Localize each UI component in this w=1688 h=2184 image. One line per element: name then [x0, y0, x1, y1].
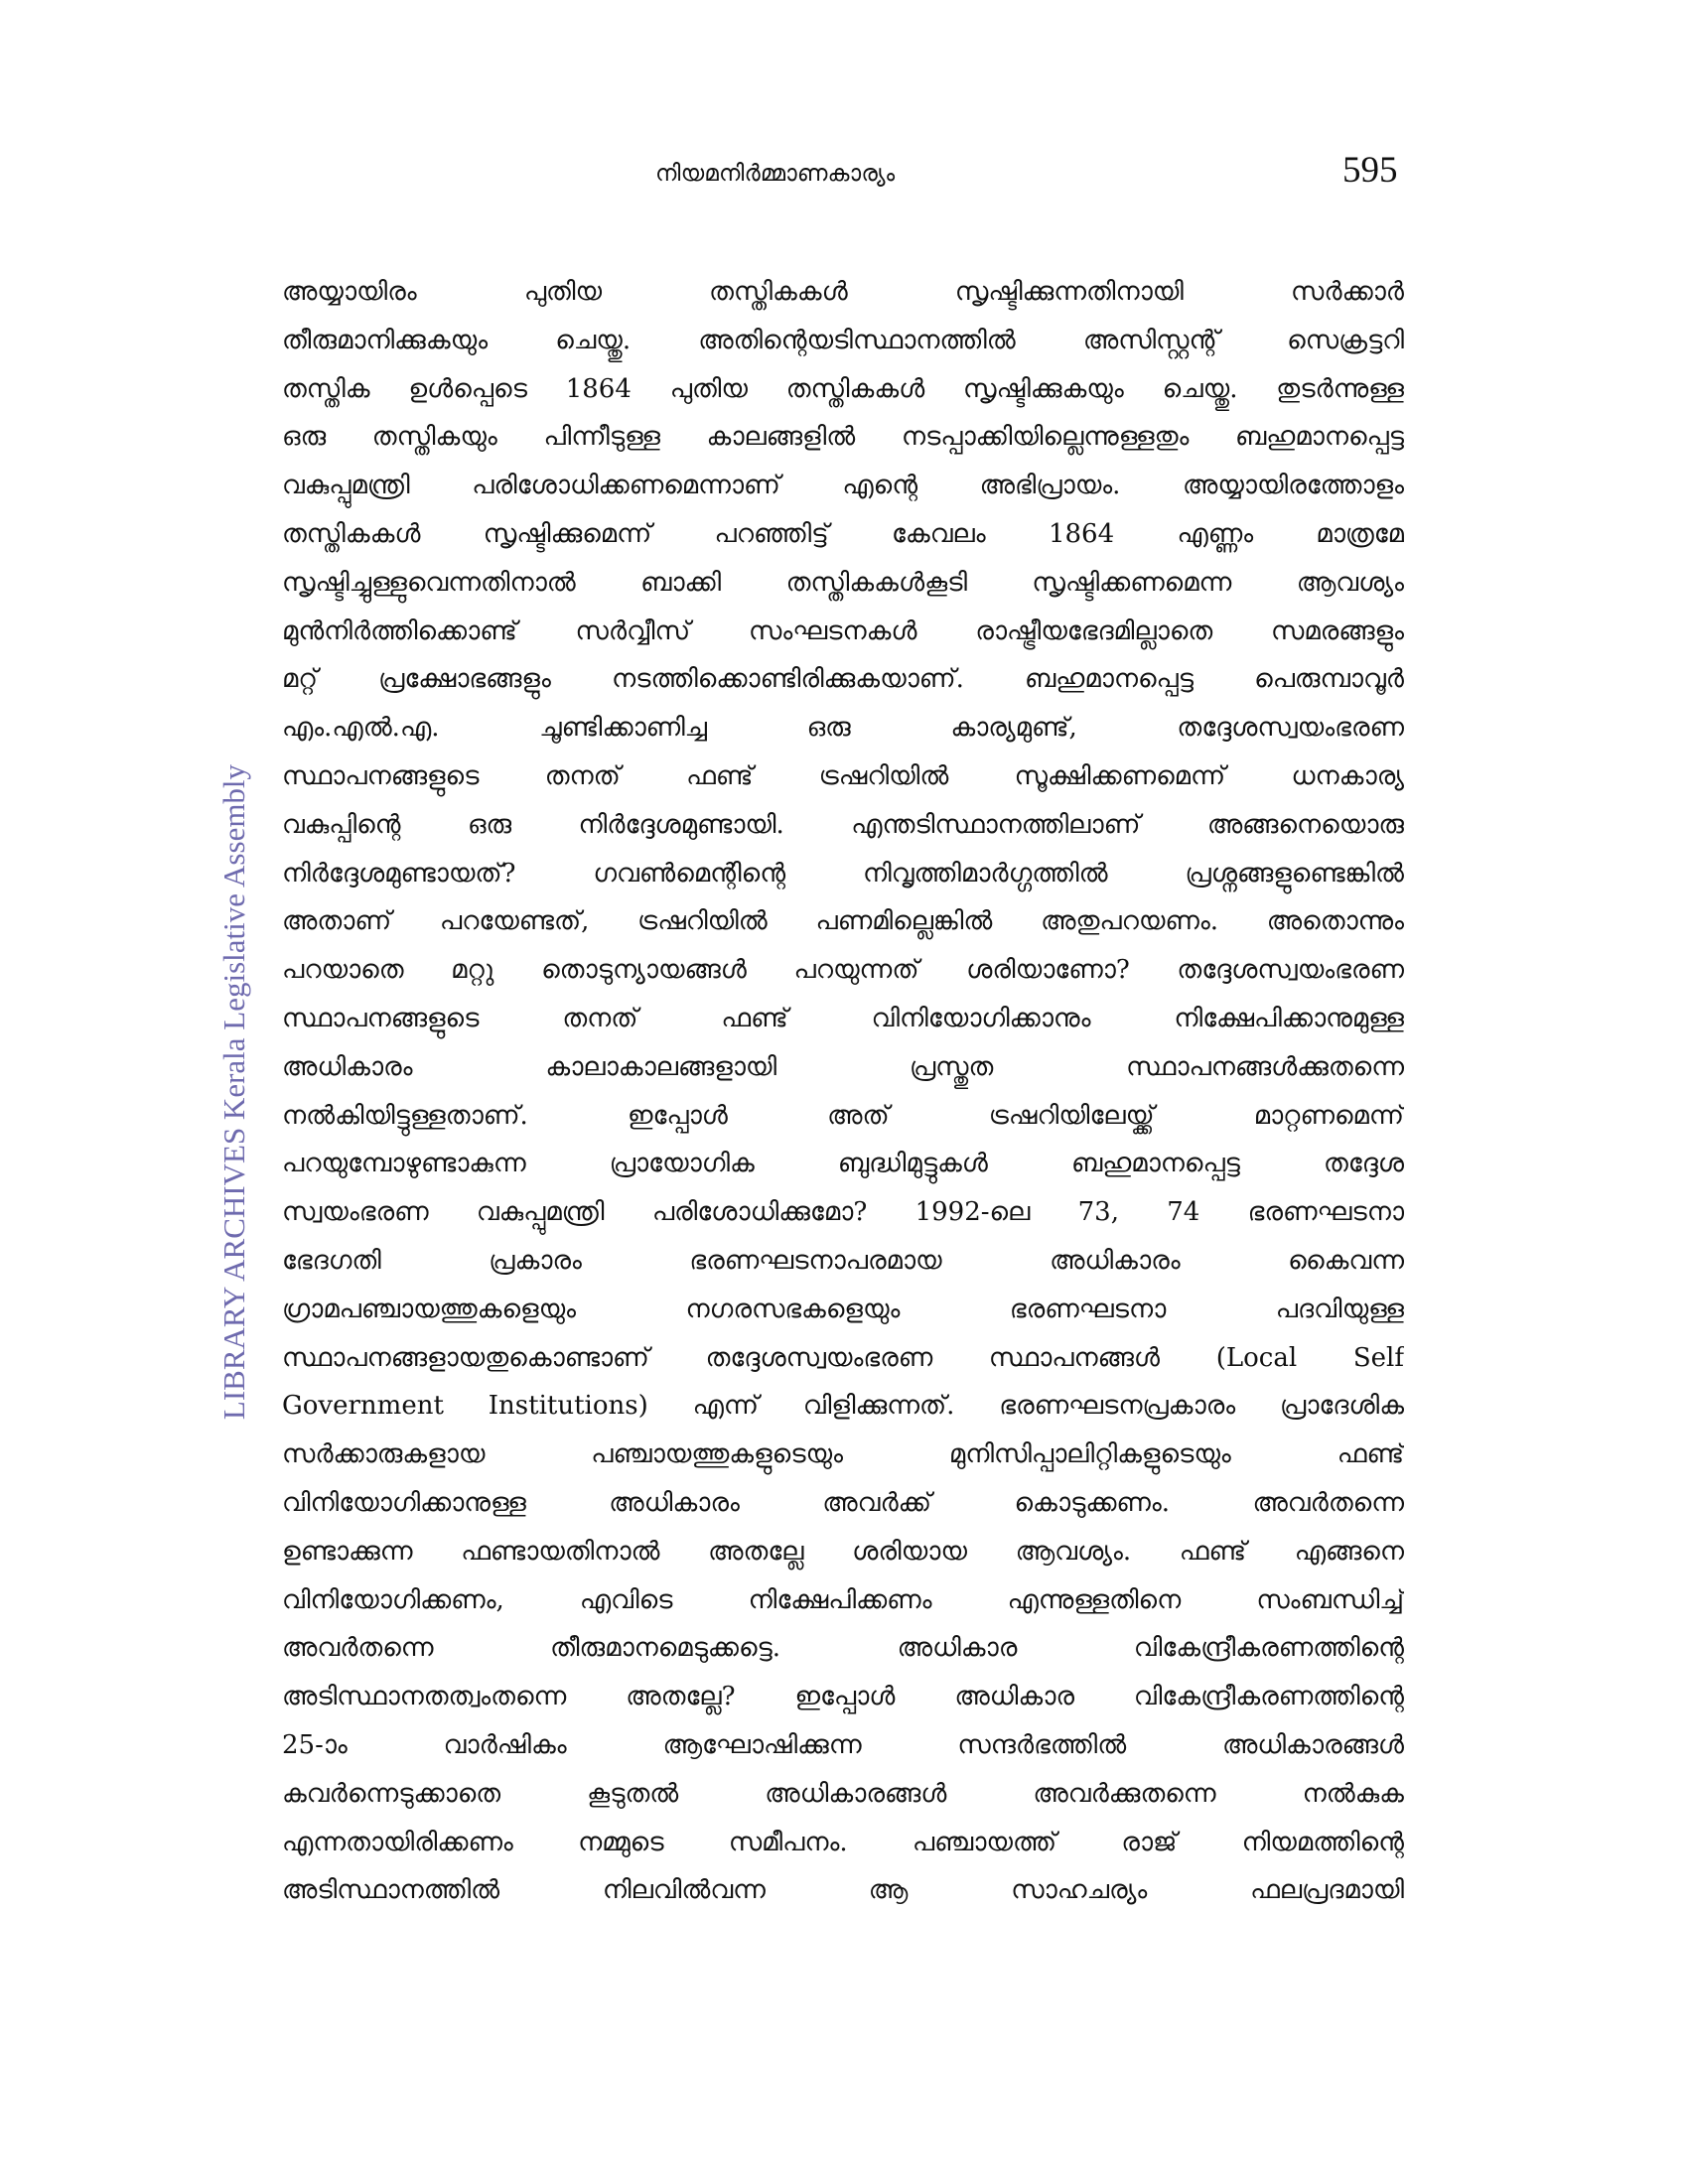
body-text	[282, 268, 1404, 1915]
text-line: ഗ്രാമപഞ്ചായത്തുകളെയും നഗരസഭകളെയും ഭരണഘടനാ പദവിയുള്ള	[282, 1294, 1404, 1324]
text-line: അവർതന്നെ തീരുമാനമെടുക്കട്ടെ. അധികാര വികേന്ദ്രീകരണത്തിന്റെ	[282, 1633, 1404, 1664]
text-line: കവർന്നെടുക്കാതെ കൂടുതൽ അധികാരങ്ങൾ അവർക്കുതന്നെ നൽകുക	[282, 1778, 1404, 1809]
text-line: തീരുമാനിക്കുകയും ചെയ്തു. അതിന്റെയടിസ്ഥാനത്തിൽ അസിസ്റ്റന്റ് സെക്രട്ടറി	[282, 325, 1404, 355]
text-line: പറയാതെ മറ്റു തൊടുന്യായങ്ങൾ പറയുന്നത് ശരിയാണോ? തദ്ദേശസ്വയംഭരണ	[282, 955, 1404, 986]
text-line: എം.എൽ.എ. ചൂണ്ടിക്കാണിച്ച ഒരു കാര്യമുണ്ട്, തദ്ദേശസ്വയംഭരണ	[282, 713, 1404, 744]
text-line: പറയുമ്പോഴുണ്ടാകുന്ന പ്രായോഗിക ബുദ്ധിമുട്ടുകൾ ബഹുമാനപ്പെട്ട തദ്ദേശ	[282, 1149, 1404, 1179]
text-line: വിനിയോഗിക്കണം, എവിടെ നിക്ഷേപിക്കണം എന്നുള്ളതിനെ സംബന്ധിച്ച്	[282, 1584, 1404, 1615]
text-line: വകുപ്പിന്റെ ഒരു നിർദ്ദേശമുണ്ടായി. എന്തടിസ്ഥാനത്തിലാണ് അങ്ങനെയൊരു	[282, 809, 1404, 840]
text-line: Government Institutions) എന്ന് വിളിക്കുന്നത്. ഭരണഘടനപ്രകാരം പ്രാദേശിക	[282, 1391, 1404, 1422]
text-line: സ്ഥാപനങ്ങളായതുകൊണ്ടാണ് തദ്ദേശസ്വയംഭരണ സ്ഥാപനങ്ങൾ (Local Self	[282, 1342, 1404, 1373]
text-line: ഭേദഗതി പ്രകാരം ഭരണഘടനാപരമായ അധികാരം കൈവന്ന	[282, 1245, 1404, 1276]
running-title: നിയമനിർമ്മാണകാര്യം	[655, 161, 896, 187]
library-archives-stamp: LIBRARY ARCHIVES Kerala Legislative Assembly	[216, 763, 251, 1421]
page-header	[0, 149, 1688, 208]
text-line: സ്വയംഭരണ വകുപ്പുമന്ത്രി പരിശോധിക്കുമോ? 1992-ലെ 73, 74 ഭരണഘടനാ	[282, 1197, 1404, 1228]
text-line: അതാണ് പറയേണ്ടത്, ട്രഷറിയിൽ പണമില്ലെങ്കിൽ അതുപറയണം. അതൊന്നും	[282, 906, 1404, 937]
text-line: 25-ാം വാർഷികം ആഘോഷിക്കുന്ന സന്ദർഭത്തിൽ അധികാരങ്ങൾ	[282, 1729, 1404, 1760]
text-line: സ്ഥാപനങ്ങളുടെ തനത് ഫണ്ട് വിനിയോഗിക്കാനും നിക്ഷേപിക്കാനുമുള്ള	[282, 1003, 1404, 1033]
text-line: മുൻനിർത്തിക്കൊണ്ട് സർവ്വീസ് സംഘടനകൾ രാഷ്ട്രീയഭേദമില്ലാതെ സമരങ്ങളും	[282, 615, 1404, 646]
page-number: 595	[1342, 150, 1398, 191]
text-line: അധികാരം കാലാകാലങ്ങളായി പ്രസ്തുത സ്ഥാപനങ്ങൾക്കുതന്നെ	[282, 1051, 1404, 1082]
text-line: മറ്റ് പ്രക്ഷോഭങ്ങളും നടത്തിക്കൊണ്ടിരിക്കുകയാണ്. ബഹുമാനപ്പെട്ട പെരുമ്പാവൂർ	[282, 664, 1404, 695]
text-line: അടിസ്ഥാനത്തിൽ നിലവിൽവന്ന ആ സാഹചര്യം ഫലപ്രദമായി	[282, 1875, 1404, 1906]
text-line: തസ്തിക ഉൾപ്പെടെ 1864 പുതിയ തസ്തികകൾ സൃഷ്ടിക്കുകയും ചെയ്തു. തുടർന്നുള്ള	[282, 373, 1404, 404]
text-line: എന്നതായിരിക്കണം നമ്മുടെ സമീപനം. പഞ്ചായത്ത് രാജ് നിയമത്തിന്റെ	[282, 1827, 1404, 1857]
text-line: സ്ഥാപനങ്ങളുടെ തനത് ഫണ്ട് ട്രഷറിയിൽ സൂക്ഷിക്കണമെന്ന് ധനകാര്യ	[282, 760, 1404, 791]
text-line: വകുപ്പുമന്ത്രി പരിശോധിക്കണമെന്നാണ് എന്റെ അഭിപ്രായം. അയ്യായിരത്തോളം	[282, 471, 1404, 501]
text-line: തസ്തികകൾ സൃഷ്ടിക്കുമെന്ന് പറഞ്ഞിട്ട് കേവലം 1864 എണ്ണം മാത്രമേ	[282, 518, 1404, 549]
text-line: വിനിയോഗിക്കാനുള്ള അധികാരം അവർക്ക് കൊടുക്കണം. അവർതന്നെ	[282, 1487, 1404, 1518]
text-line: അടിസ്ഥാനതത്വംതന്നെ അതല്ലേ? ഇപ്പോൾ അധികാര വികേന്ദ്രീകരണത്തിന്റെ	[282, 1682, 1404, 1712]
text-line: ഉണ്ടാക്കുന്ന ഫണ്ടായതിനാൽ അതല്ലേ ശരിയായ ആവശ്യം. ഫണ്ട് എങ്ങനെ	[282, 1536, 1404, 1567]
text-line: സൃഷ്ടിച്ചുള്ളുവെന്നതിനാൽ ബാക്കി തസ്തികകൾകൂടി സൃഷ്ടിക്കണമെന്ന ആവശ്യം	[282, 567, 1404, 598]
text-line: സർക്കാരുകളായ പഞ്ചായത്തുകളുടെയും മുനിസിപ്പാലിറ്റികളുടെയും ഫണ്ട്	[282, 1439, 1404, 1470]
text-line: അയ്യായിരം പുതിയ തസ്തികകൾ സൃഷ്ടിക്കുന്നതിനായി സർക്കാർ	[282, 277, 1404, 307]
text-line: നൽകിയിട്ടുള്ളതാണ്. ഇപ്പോൾ അത് ട്രഷറിയിലേയ്ക്ക് മാറ്റണമെന്ന്	[282, 1100, 1404, 1131]
text-line: നിർദ്ദേശമുണ്ടായത്? ഗവൺമെന്റിന്റെ നിവൃത്തിമാർഗ്ഗത്തിൽ പ്രശ്നങ്ങളുണ്ടെങ്കിൽ	[282, 858, 1404, 888]
text-line: ഒരു തസ്തികയും പിന്നീടുള്ള കാലങ്ങളിൽ നടപ്പാക്കിയില്ലെന്നുള്ളതും ബഹുമാനപ്പെട്ട	[282, 422, 1404, 453]
